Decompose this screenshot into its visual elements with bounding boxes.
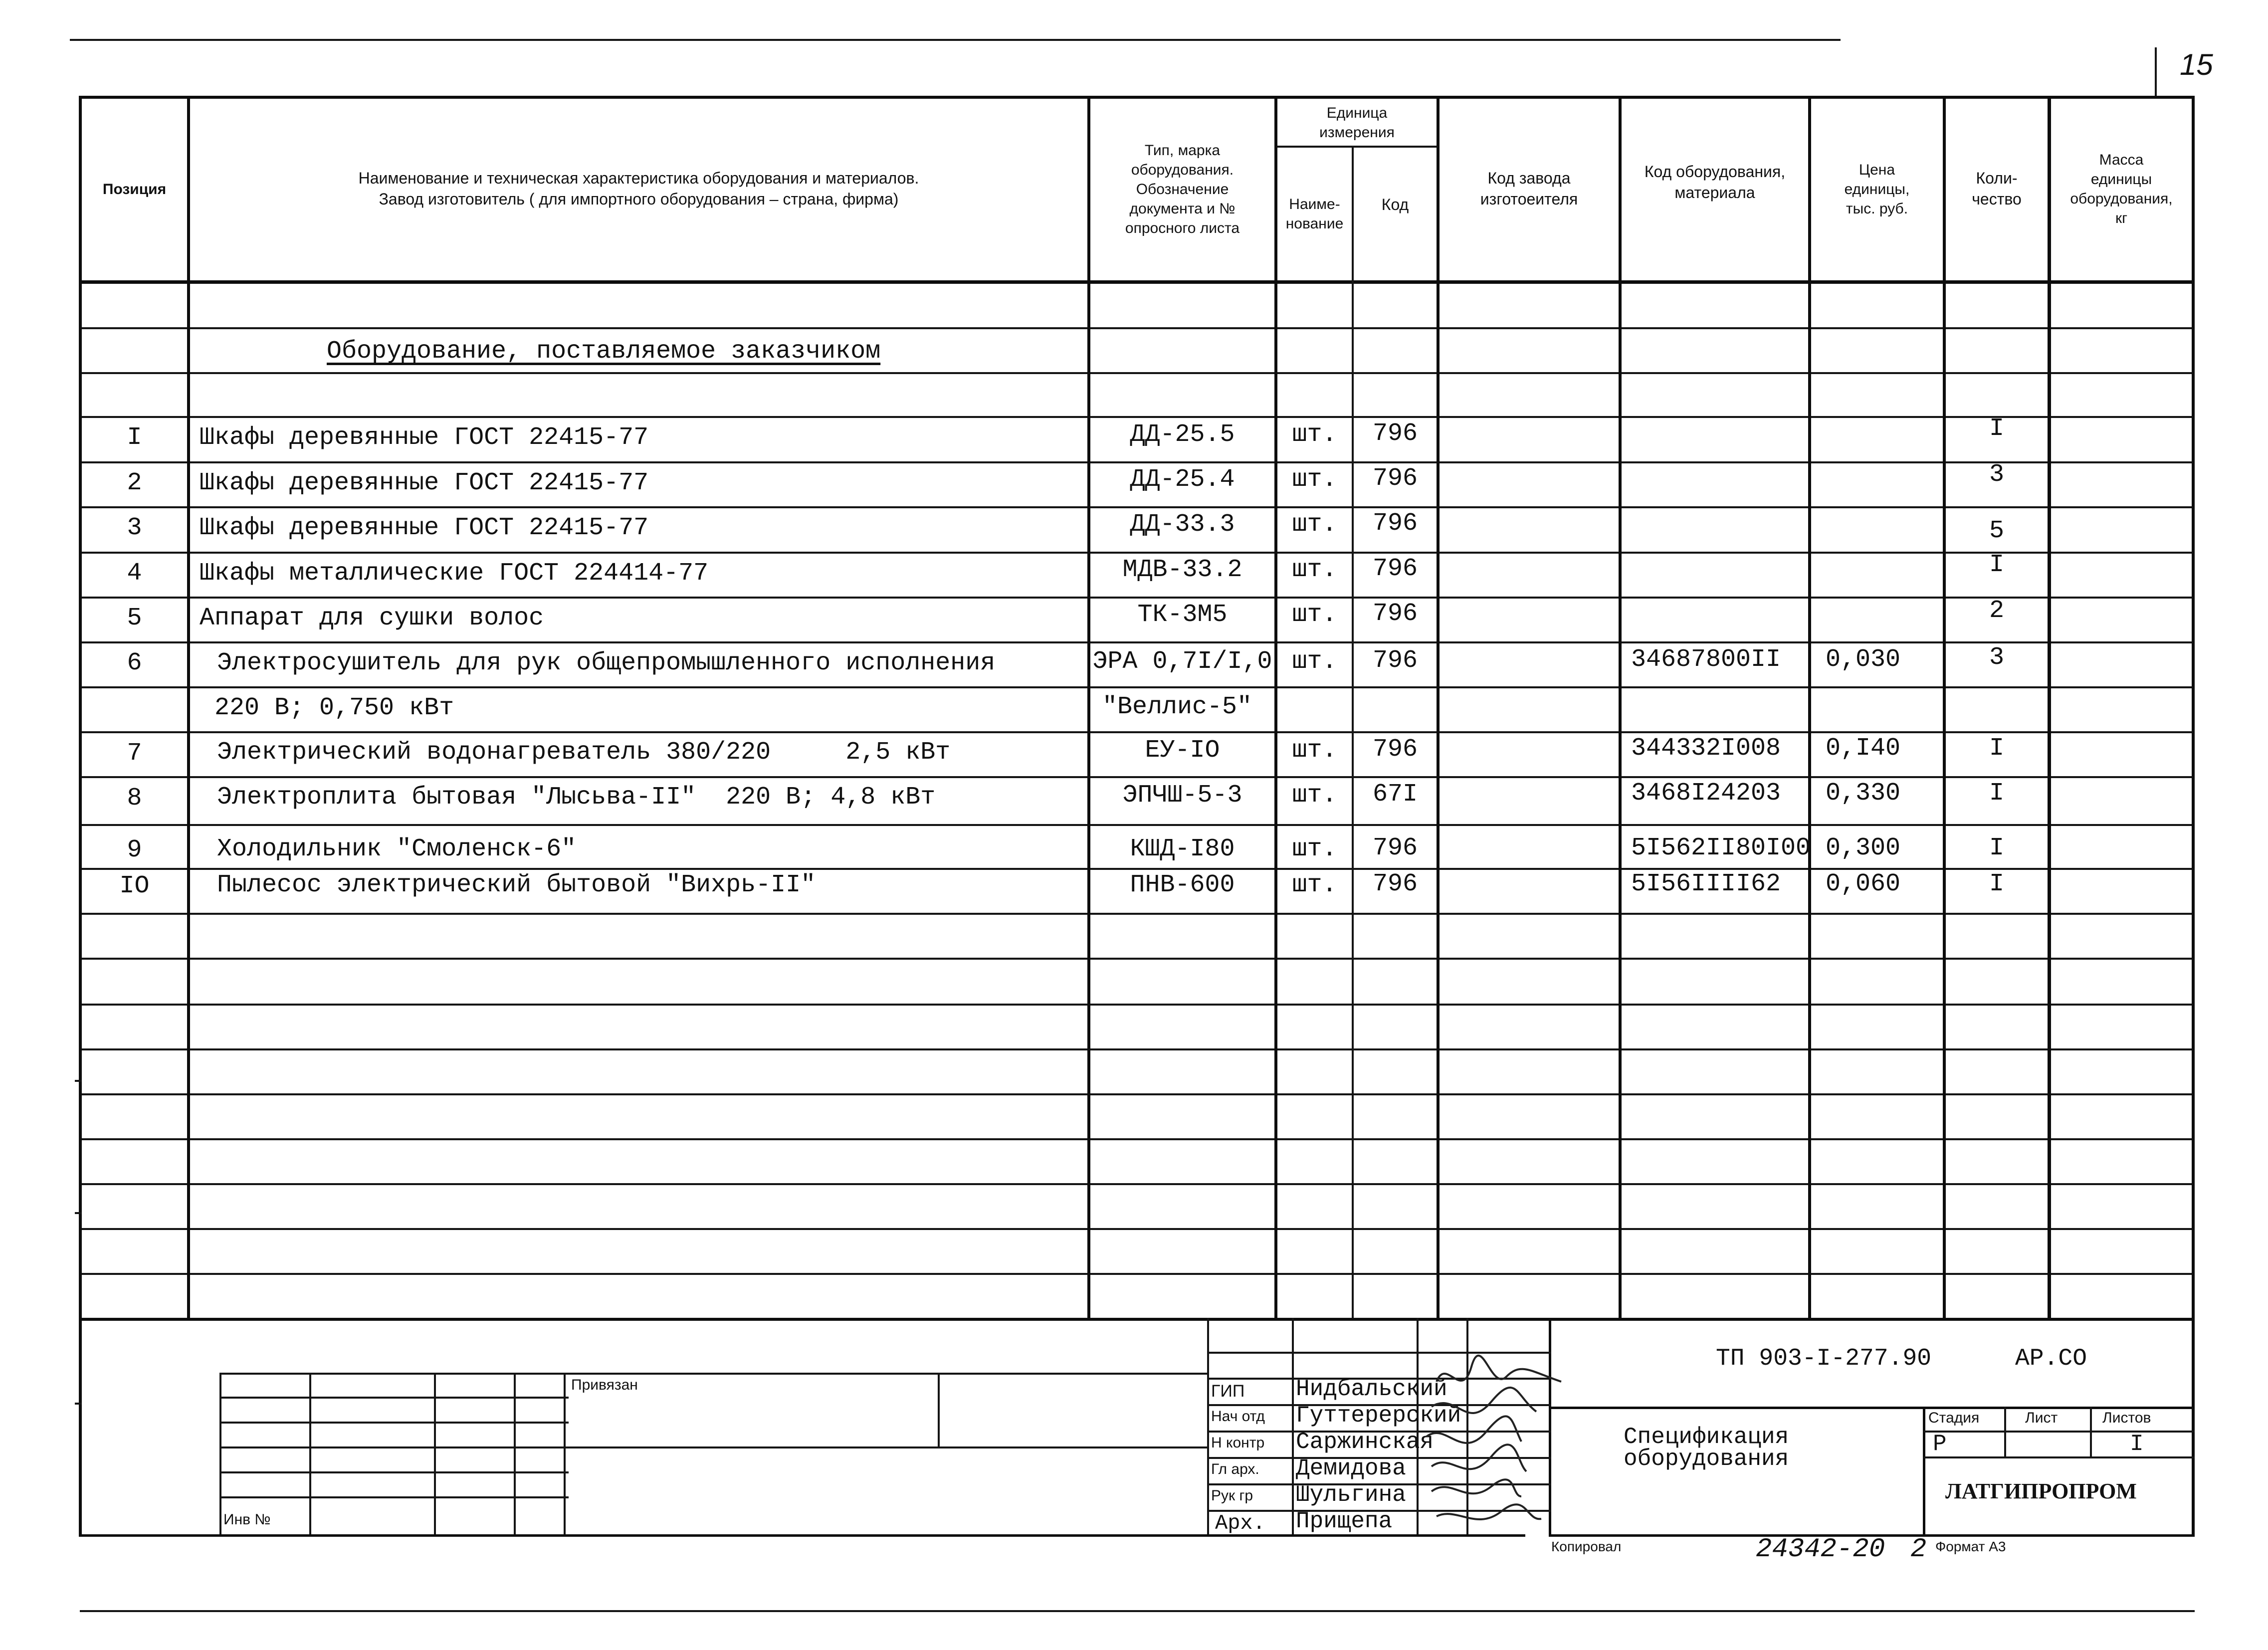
- header-unit: Единица измерения: [1319, 105, 1395, 141]
- header-mass: Масса единицы оборудования, кг: [2070, 152, 2173, 226]
- row-quantity: 5: [1989, 517, 2004, 545]
- row-type: ЭРА 0,7I/I,0: [1092, 647, 1272, 676]
- document-suffix: АР.СО: [2015, 1345, 2087, 1372]
- name-architect: Прищепа: [1296, 1508, 1393, 1534]
- document-code: ТП 903-I-277.90: [1716, 1345, 1932, 1372]
- row-price: 0,030: [1826, 645, 1901, 674]
- row-position: 6: [127, 649, 142, 677]
- row-position: 2: [127, 469, 142, 497]
- row-type: ТК-3М5: [1137, 601, 1228, 629]
- row-unit: шт.: [1292, 647, 1337, 676]
- row-type: МДВ-33.2: [1122, 556, 1242, 584]
- row-code: 796: [1372, 600, 1418, 628]
- row-name: Шкафы деревянные ГОСТ 22415-77: [200, 469, 649, 497]
- row-name: Шкафы деревянные ГОСТ 22415-77: [200, 514, 649, 542]
- organization-name: ЛАТГИПРОПРОМ: [1945, 1479, 2137, 1503]
- row-code: 796: [1372, 555, 1418, 583]
- row-name: Электросушитель для рук общепромышленного исполнения: [217, 649, 996, 677]
- row-position: 4: [127, 559, 142, 588]
- role-group-lead: Рук гр: [1211, 1487, 1253, 1504]
- row-type: "Веллис-5": [1102, 693, 1252, 721]
- row-quantity: I: [1989, 779, 2004, 808]
- row-quantity: 3: [1989, 643, 2004, 672]
- page-number: 15: [2180, 48, 2213, 81]
- name-head-dept: Гуттерерский: [1296, 1403, 1461, 1429]
- role-gip: ГИП: [1211, 1382, 1245, 1401]
- sheets-value: I: [2130, 1431, 2144, 1457]
- row-position: 9: [127, 836, 142, 864]
- row-name: 220 В; 0,750 кВт: [214, 694, 454, 722]
- name-gip: Нидбальский: [1296, 1376, 1447, 1402]
- row-position: 8: [127, 784, 142, 813]
- row-code: 67I: [1372, 780, 1418, 809]
- row-unit: шт.: [1292, 556, 1337, 584]
- row-quantity: I: [1989, 734, 2004, 763]
- stage-value: Р: [1933, 1431, 1947, 1457]
- row-quantity: 3: [1989, 460, 2004, 489]
- row-code: 796: [1372, 646, 1418, 675]
- row-code: 796: [1372, 870, 1418, 898]
- sheets-label: Листов: [2102, 1410, 2151, 1426]
- row-equipment-code: 344332I008: [1631, 734, 1781, 763]
- copied-label: Копировал: [1551, 1539, 1622, 1554]
- row-equipment-code: 5I56IIII62: [1631, 870, 1781, 898]
- row-type: ДД-33.3: [1130, 510, 1235, 539]
- row-name: Холодильник "Смоленск-6": [217, 835, 577, 863]
- row-equipment-code: 3468I24203: [1631, 779, 1781, 808]
- sheet-label: Лист: [2025, 1410, 2058, 1426]
- header-unit-code: Код: [1381, 196, 1409, 214]
- row-code: 796: [1372, 464, 1418, 493]
- name-norm-control: Саржинская: [1296, 1429, 1434, 1455]
- document-title-line1: Спецификация: [1624, 1424, 1789, 1450]
- archive-sheet: 2: [1910, 1534, 1927, 1565]
- row-type: ЕУ-IO: [1145, 736, 1220, 765]
- row-unit: шт.: [1292, 835, 1337, 863]
- role-chief-architect: Гл арх.: [1211, 1461, 1259, 1477]
- row-code: 796: [1372, 834, 1418, 862]
- row-unit: шт.: [1292, 601, 1337, 629]
- row-position: 5: [127, 604, 142, 632]
- row-quantity: 2: [1989, 597, 2004, 625]
- row-price: 0,I40: [1826, 734, 1901, 763]
- row-quantity: I: [1989, 870, 2004, 898]
- header-unit-name: Наиме- нование: [1285, 196, 1344, 232]
- row-position: I: [127, 423, 142, 452]
- row-unit: шт.: [1292, 420, 1337, 449]
- document-title-line2: оборудования: [1624, 1446, 1789, 1472]
- bottom-rule: [80, 1610, 2195, 1612]
- header-type: Тип, марка оборудования. Обозначение документа и № опросного листа: [1125, 142, 1240, 236]
- row-name: Аппарат для сушки волос: [200, 604, 544, 632]
- row-type: ДД-25.5: [1130, 420, 1235, 449]
- row-name: Электрический водонагреватель 380/220 2,5 кВт: [217, 738, 951, 767]
- row-code: 796: [1372, 509, 1418, 538]
- row-type: КШД-I80: [1130, 835, 1235, 863]
- row-price: 0,330: [1826, 779, 1901, 808]
- row-unit: шт.: [1292, 871, 1337, 899]
- signatures-image: [1417, 1347, 1576, 1541]
- row-position: IO: [119, 872, 150, 900]
- row-quantity: I: [1989, 834, 2004, 862]
- row-equipment-code: 34687800II: [1631, 645, 1781, 674]
- format-label: Формат А3: [1935, 1539, 2006, 1554]
- row-position: 3: [127, 514, 142, 542]
- row-price: 0,060: [1826, 870, 1901, 898]
- stage-label: Стадия: [1928, 1410, 1980, 1426]
- header-price: Цена единицы, тыс. руб.: [1844, 161, 1910, 217]
- section-title: Оборудование, поставляемое заказчиком: [327, 337, 881, 366]
- row-name: Электроплита бытовая "Лысьва-II" 220 В; 4,8 кВт: [217, 783, 936, 812]
- inventory-label: Инв №: [223, 1511, 271, 1528]
- name-chief-architect: Демидова: [1296, 1455, 1406, 1481]
- privyazan-label: Привязан: [571, 1377, 638, 1393]
- row-unit: шт.: [1292, 736, 1337, 765]
- row-equipment-code: 5I562II80I00: [1631, 834, 1811, 862]
- row-code: 796: [1372, 735, 1418, 764]
- header-name: Наименование и техническая характеристика оборудования и материалов. Завод изготовитель ( для импортного оборудования – страна, фирма): [358, 169, 919, 208]
- row-quantity: I: [1989, 414, 2004, 443]
- row-name: Шкафы деревянные ГОСТ 22415-77: [200, 423, 649, 452]
- row-unit: шт.: [1292, 781, 1337, 810]
- name-group-lead: Шульгина: [1296, 1482, 1406, 1508]
- row-name: Шкафы металлические ГОСТ 224414-77: [200, 559, 709, 588]
- page-number-rule: [2155, 47, 2157, 97]
- header-position: Позиция: [102, 181, 167, 198]
- row-position: 7: [127, 739, 142, 768]
- row-type: ЭПЧШ-5-3: [1122, 781, 1242, 810]
- row-price: 0,300: [1826, 834, 1901, 862]
- row-code: 796: [1372, 419, 1418, 448]
- role-architect: Арх.: [1215, 1511, 1265, 1535]
- header-equipment-code: Код оборудования, материала: [1644, 163, 1786, 202]
- archive-number: 24342-20: [1756, 1534, 1885, 1565]
- top-rule: [70, 39, 1841, 41]
- role-norm-control: Н контр: [1211, 1435, 1265, 1451]
- row-type: ДД-25.4: [1130, 465, 1235, 494]
- row-quantity: I: [1989, 551, 2004, 579]
- row-unit: шт.: [1292, 465, 1337, 494]
- row-unit: шт.: [1292, 510, 1337, 539]
- header-factory-code: Код завода изготоеителя: [1480, 169, 1578, 208]
- row-type: ПНВ-600: [1130, 871, 1235, 899]
- header-quantity: Коли- чество: [1972, 169, 2022, 208]
- role-head-dept: Нач отд: [1211, 1408, 1265, 1425]
- row-name: Пылесос электрический бытовой "Вихрь-II": [217, 871, 816, 899]
